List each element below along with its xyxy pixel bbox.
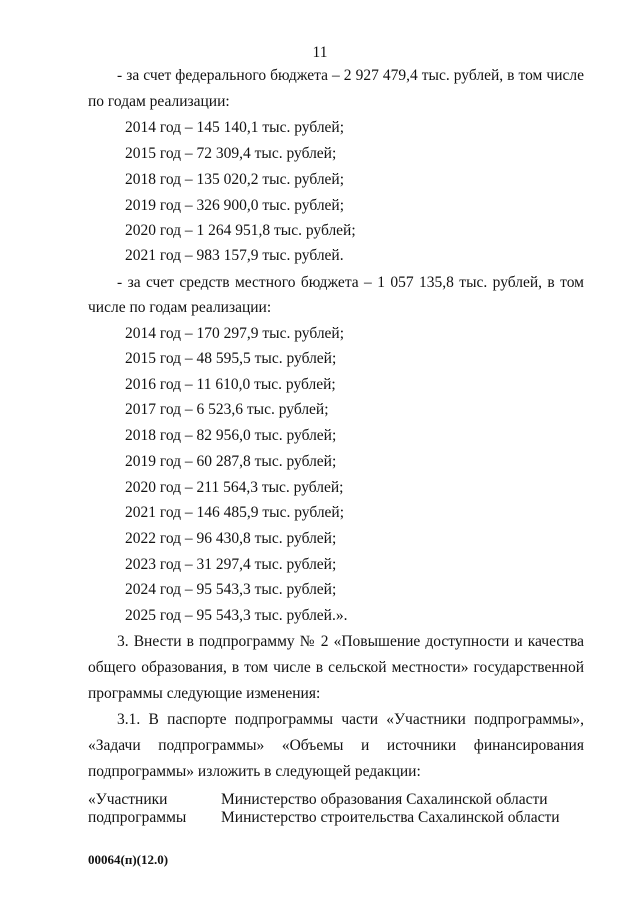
item3-paragraph-line: программы следующие изменения: xyxy=(88,685,321,702)
local-year-item: 2020 год – 211 564,3 тыс. рублей; xyxy=(125,479,344,496)
item31-paragraph-line: 3.1. В паспорте подпрограммы части «Участники подпрограммы», xyxy=(117,711,584,728)
local-year-item: 2025 год – 95 543,3 тыс. рублей.». xyxy=(125,607,348,624)
document-code: 00064(п)(12.0) xyxy=(88,852,169,867)
page-number: 11 xyxy=(312,44,328,61)
federal-year-item: 2021 год – 983 157,9 тыс. рублей. xyxy=(125,247,344,264)
local-year-item: 2017 год – 6 523,6 тыс. рублей; xyxy=(125,401,329,418)
local-year-item: 2021 год – 146 485,9 тыс. рублей; xyxy=(125,504,345,521)
local-year-item: 2014 год – 170 297,9 тыс. рублей; xyxy=(125,325,345,342)
local-year-item: 2016 год – 11 610,0 тыс. рублей; xyxy=(125,376,336,393)
federal-budget-line: - за счет федерального бюджета – 2 927 479,4 тыс. рублей, в том числе xyxy=(117,67,584,84)
local-year-item: 2019 год – 60 287,8 тыс. рублей; xyxy=(125,453,337,470)
local-year-item: 2015 год – 48 595,5 тыс. рублей; xyxy=(125,350,337,367)
federal-year-item: 2015 год – 72 309,4 тыс. рублей; xyxy=(125,145,337,162)
table-cell-participant: Министерство образования Сахалинской области xyxy=(221,791,548,808)
item31-paragraph-line: «Задачи подпрограммы» «Объемы и источники финансирования xyxy=(88,737,584,754)
table-cell-participants-label: «Участники xyxy=(88,791,168,808)
local-year-item: 2018 год – 82 956,0 тыс. рублей; xyxy=(125,427,337,444)
federal-year-item: 2019 год – 326 900,0 тыс. рублей; xyxy=(125,197,345,214)
federal-year-item: 2020 год – 1 264 951,8 тыс. рублей; xyxy=(125,222,356,239)
federal-year-item: 2014 год – 145 140,1 тыс. рублей; xyxy=(125,119,345,136)
local-budget-line-cont: числе по годам реализации: xyxy=(88,299,272,316)
local-budget-line: - за счет средств местного бюджета – 1 057 135,8 тыс. рублей, в том xyxy=(117,274,584,291)
local-year-item: 2023 год – 31 297,4 тыс. рублей; xyxy=(125,556,337,573)
local-year-item: 2022 год – 96 430,8 тыс. рублей; xyxy=(125,530,337,547)
item31-paragraph-line: подпрограммы» изложить в следующей редакции: xyxy=(88,763,421,780)
federal-year-item: 2018 год – 135 020,2 тыс. рублей; xyxy=(125,171,345,188)
table-cell-participant: Министерство строительства Сахалинской области xyxy=(221,809,560,826)
table-cell-participants-label-cont: подпрограммы xyxy=(88,809,187,826)
item3-paragraph-line: 3. Внести в подпрограмму № 2 «Повышение доступности и качества xyxy=(117,633,584,650)
item3-paragraph-line: общего образования, в том числе в сельской местности» государственной xyxy=(88,659,584,676)
local-year-item: 2024 год – 95 543,3 тыс. рублей; xyxy=(125,581,337,598)
federal-budget-line-cont: по годам реализации: xyxy=(88,93,230,110)
